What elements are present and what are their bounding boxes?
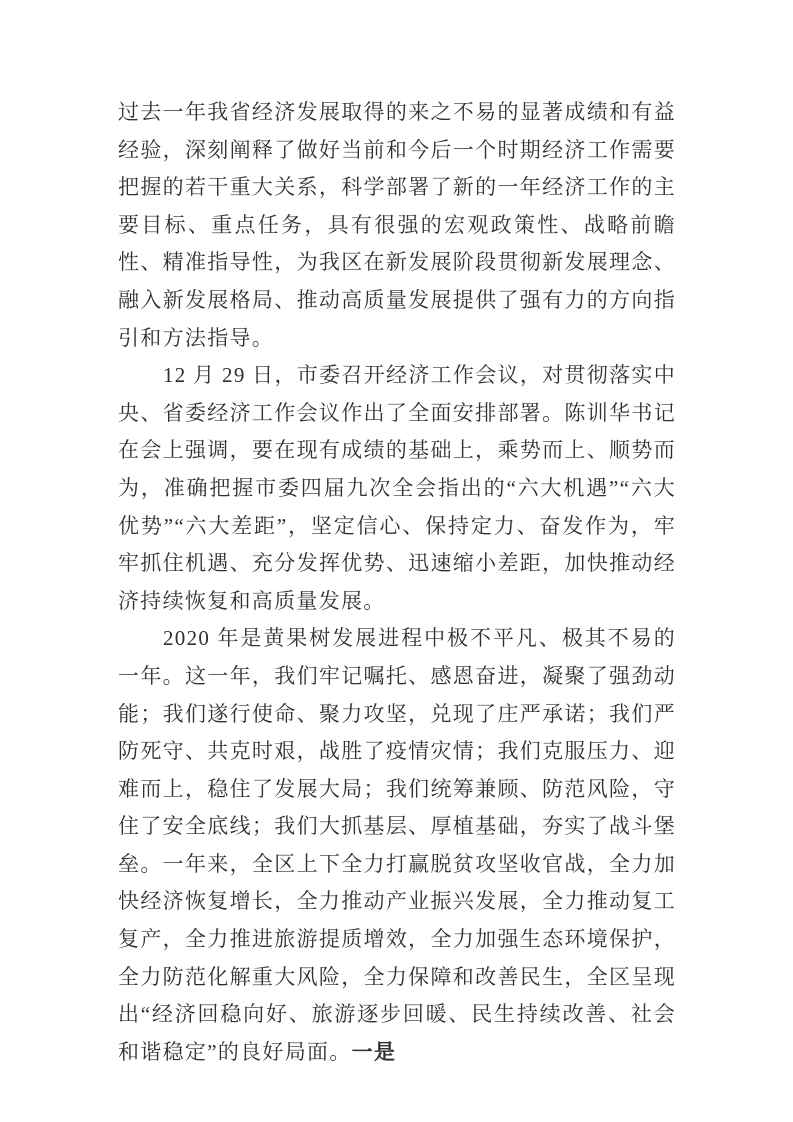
- paragraph: 2020 年是黄果树发展进程中极不平凡、极其不易的一年。这一年，我们牢记嘱托、感恩奋进，凝聚了强劲动能；我们遂行使命、聚力攻坚，兑现了庄严承诺；我们严防死守、共克时艰，战胜了疫情灾情；我们克服压力、迎难而上，稳住了发展大局；我们统筹兼顾、防范风险，守住了安全底线；我们大抓基层、厚植基础，夯实了战斗堡垒。一年来，全区上下全力打赢脱贫攻坚收官战，全力加快经济恢复增长，全力推动产业振兴发展，全力推动复工复产，全力推进旅游提质增效，全力加强生态环境保护，全力防范化解重大风险，全力保障和改善民生，全区呈现出“经济回稳向好、旅游逐步回暖、民生持续改善、社会和谐稳定”的良好局面。一是: [118, 626, 676, 1064]
- paragraph: 过去一年我省经济发展取得的来之不易的显著成绩和有益经验，深刻阐释了做好当前和今后一个时期经济工作需要把握的若干重大关系，科学部署了新的一年经济工作的主要目标、重点任务，具有很强的宏观政策性、战略前瞻性、精准指导性，为我区在新发展阶段贯彻新发展理念、融入新发展格局、推动高质量发展提供了强有力的方向指引和方法指导。: [118, 100, 676, 350]
- paragraph: 12 月 29 日，市委召开经济工作会议，对贯彻落实中央、省委经济工作会议作出了全面安排部署。陈训华书记在会上强调，要在现有成绩的基础上，乘势而上、顺势而为，准确把握市委四届九次全会指出的“六大机遇”“六大优势”“六大差距”，坚定信心、保持定力、奋发作为，牢牢抓住机遇、充分发挥优势、迅速缩小差距，加快推动经济持续恢复和高质量发展。: [118, 363, 676, 613]
- document-body: [118, 94, 676, 1071]
- paragraph-bold-lead: 一是: [351, 1039, 397, 1064]
